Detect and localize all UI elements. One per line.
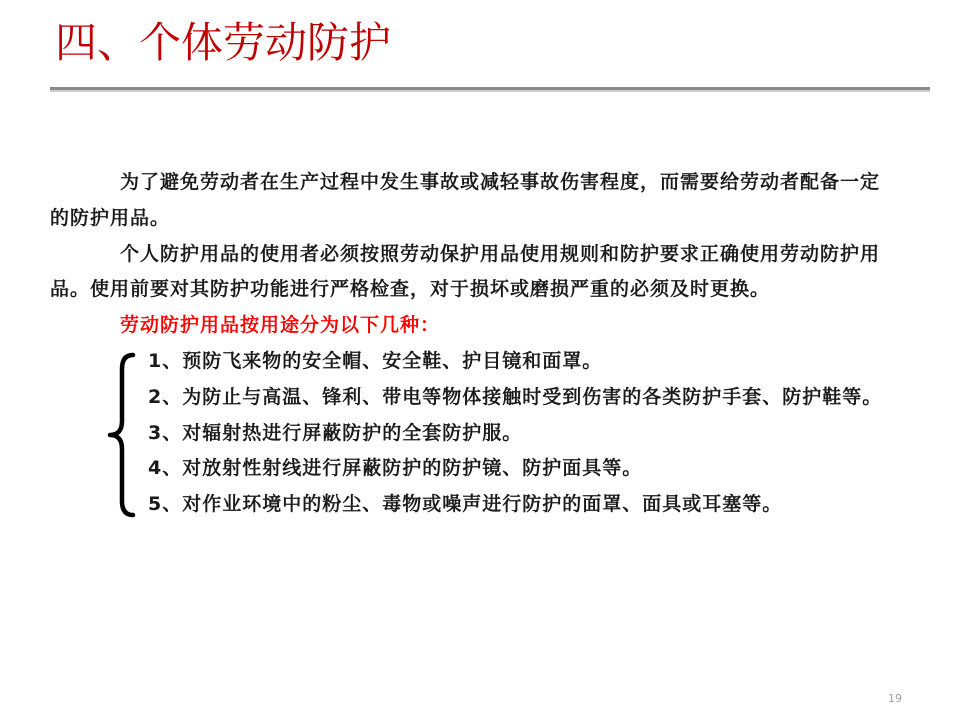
list-item: 1、预防飞来物的安全帽、安全鞋、护目镜和面罩。	[148, 349, 603, 372]
title-divider-shadow	[50, 90, 930, 92]
usage-paragraph: 个人防护用品的使用者必须按照劳动保护用品使用规则和防护要求正确使用劳动防护用品。使用前要对其防护功能进行严格检查，对于损坏或磨损严重的必须及时更换。	[50, 242, 881, 301]
slide-title: 四、个体劳动防护	[55, 18, 392, 67]
category-heading: 劳动防护用品按用途分为以下几种：	[120, 314, 441, 337]
list-item: 4、对放射性射线进行屏蔽防护的防护镜、防护面具等。	[148, 457, 643, 480]
left-curly-brace-icon	[105, 350, 140, 520]
list-item: 5、对作业环境中的粉尘、毒物或噪声进行防护的面罩、面具或耳塞等。	[148, 493, 783, 516]
slide-body	[50, 165, 890, 523]
intro-paragraph: 为了避免劳动者在生产过程中发生事故或减轻事故伤害程度，而需要给劳动者配备一定的防护用品。	[50, 171, 881, 229]
page-number: 19	[888, 692, 902, 705]
list-item: 3、对辐射热进行屏蔽防护的全套防护服。	[148, 421, 523, 444]
list-item: 2、为防止与高温、锋利、带电等物体接触时受到伤害的各类防护手套、防护鞋等。	[148, 385, 883, 408]
protection-category-list	[50, 344, 890, 523]
